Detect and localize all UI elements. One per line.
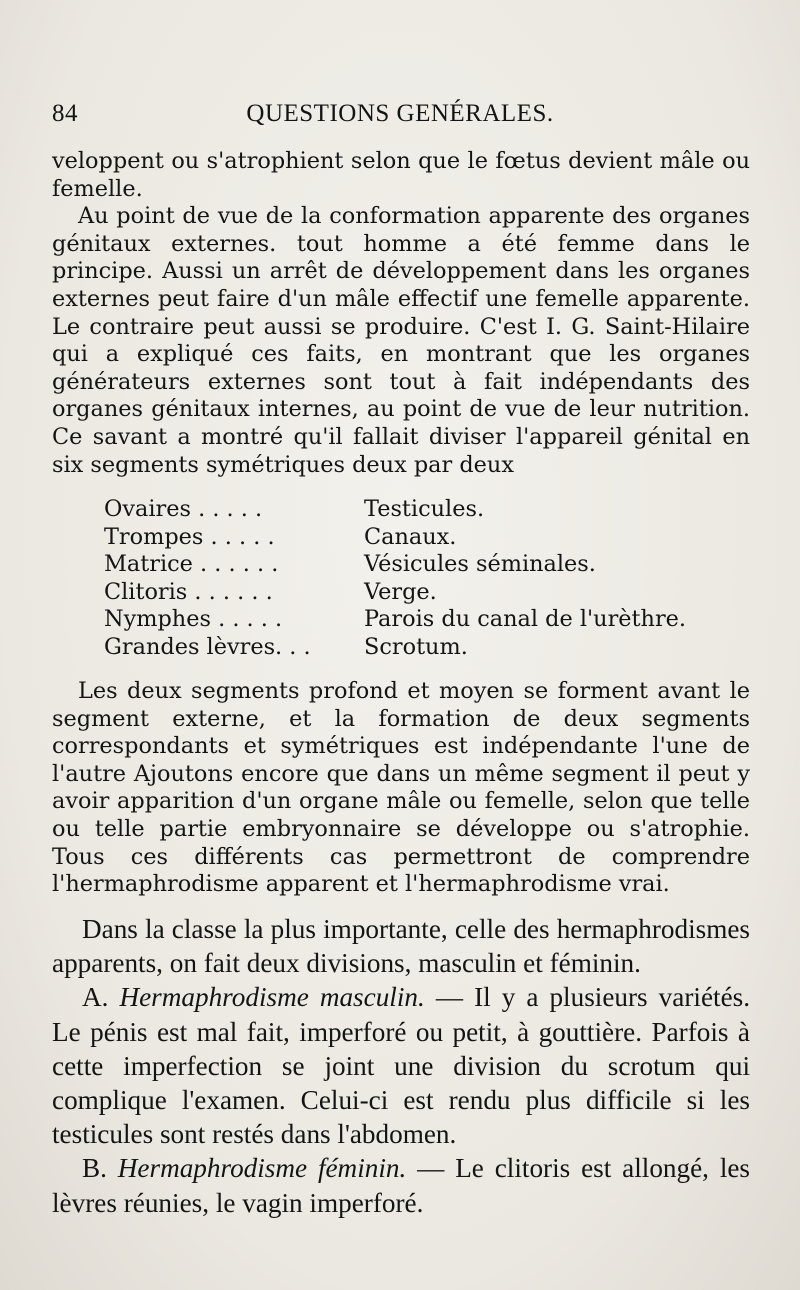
- paragraph: Au point de vue de la conformation apparente des organes génitaux externes. tout homme a été femme dans le principe. Aussi un arrêt de développement dans les organes externes peut faire d'un mâle effectif une femelle apparente. Le contraire peut aussi se produire. C'est I. G. Saint-Hilaire qui a expliqué ces faits, en montrant que les organes générateurs externes sont tout à fait indépendants des organes génitaux internes, au point de vue de leur nutrition. Ce savant a montré qu'il fallait diviser l'appareil génital en six segments symétriques deux par deux: [52, 203, 750, 478]
- section-label: A.: [82, 982, 109, 1013]
- paragraph: veloppent ou s'atrophient selon que le fœtus devient mâle ou femelle.: [52, 148, 750, 202]
- table-cell-female: Matrice . . . . . .: [104, 551, 279, 578]
- table-cell-male: Vésicules séminales.: [364, 551, 596, 578]
- table-cell-male: Testicules.: [364, 496, 485, 522]
- table-row: [104, 551, 724, 579]
- paragraph-feminin: [52, 1151, 750, 1219]
- table-row: [104, 496, 724, 524]
- table-row: [104, 524, 724, 552]
- section-title: Hermaphrodisme féminin.: [117, 1153, 407, 1184]
- table-cell-female: Grandes lèvres. . .: [104, 633, 311, 660]
- table-cell-female: Trompes . . . . .: [104, 523, 275, 550]
- table-cell-male: Verge.: [364, 578, 437, 605]
- table-cell-male: Parois du canal de l'urèthre.: [364, 606, 687, 633]
- paragraph: Les deux segments profond et moyen se forment avant le segment externe, et la formation de deux segments correspondants et symétriques est indépendante l'une de l'autre Ajoutons encore que dans un même segment il peut y avoir apparition d'un organe mâle ou femelle, selon que telle ou telle partie embryonnaire se développe ou s'atrophie. Tous ces différents cas permettront de comprendre l'hermaphrodisme apparent et l'hermaphrodisme vrai.: [52, 678, 750, 898]
- text-block-classification: [52, 912, 750, 1220]
- table-cell-female: Ovaires . . . . .: [104, 496, 263, 522]
- paragraph-masculin: [52, 980, 750, 1151]
- text-block-intro: [52, 148, 750, 479]
- running-title: QUESTIONS GENÉRALES.: [246, 100, 554, 127]
- section-text: — Le clitoris est allongé, les lèvres réunies, le vagin imperforé.: [52, 1153, 751, 1218]
- section-text: — Il y a plusieurs variétés. Le pénis est mal fait, imperforé ou petit, à gouttière. Parfois à cette imperfection se joint une division du scrotum qui complique l'examen. Celui-ci est rendu plus difficile si les testicules sont restés dans l'abdomen.: [52, 982, 751, 1150]
- table-cell-male: Scrotum.: [364, 633, 468, 660]
- section-label: B.: [82, 1153, 107, 1184]
- page-number: 84: [52, 100, 78, 127]
- section-title: Hermaphrodisme masculin.: [119, 982, 425, 1013]
- table-cell-female: Nymphes . . . . .: [104, 606, 283, 633]
- paragraph: Dans la classe la plus importante, celle des hermaphrodismes apparents, on fait deux divisions, masculin et féminin.: [52, 914, 750, 979]
- table-row: [104, 634, 724, 662]
- organ-correspondence-table: [104, 496, 724, 662]
- table-cell-female: Clitoris . . . . . .: [104, 578, 273, 605]
- text-block-segments: [52, 678, 750, 899]
- table-row: [104, 579, 724, 607]
- table-cell-male: Canaux.: [364, 523, 457, 550]
- page-header: [52, 100, 748, 140]
- table-row: [104, 606, 724, 634]
